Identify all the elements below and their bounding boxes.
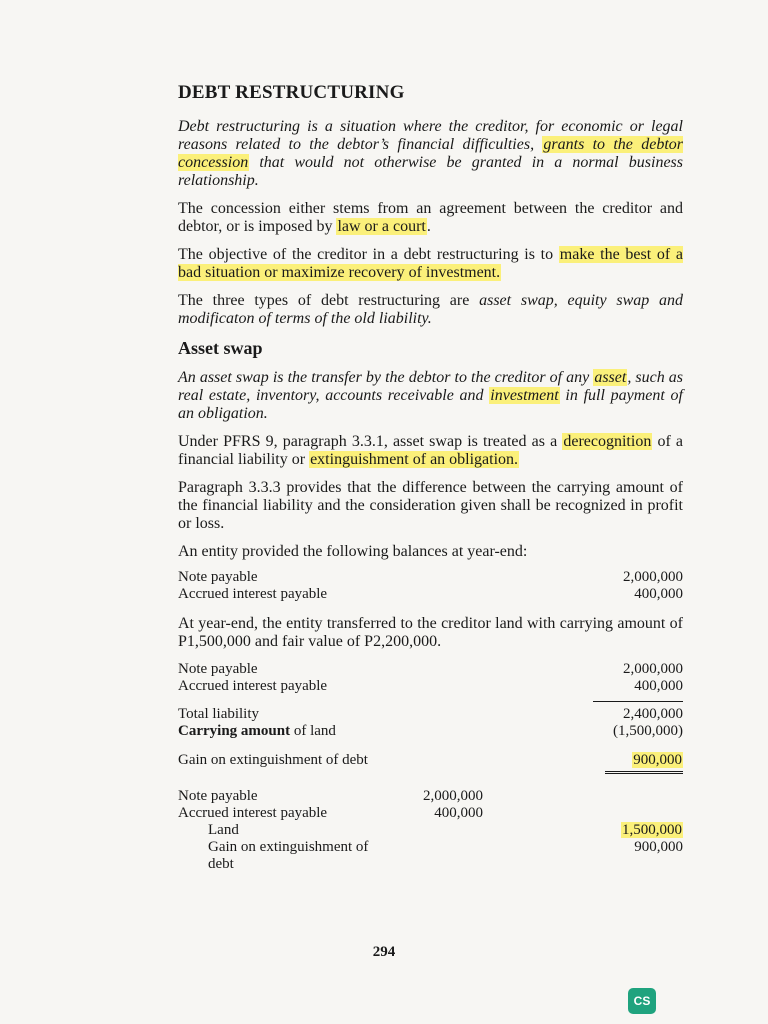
row-label: Note payable: [178, 788, 258, 804]
page-content: [178, 82, 683, 873]
computation-table: [178, 661, 683, 774]
highlight: extinguishment of an obligation.: [310, 451, 519, 468]
debit-value: [393, 839, 483, 873]
row-label: Note payable: [178, 661, 258, 677]
row-label-bold: Carrying amount: [178, 723, 291, 739]
text: , such as real estate, inventory, accounts receivable and: [178, 369, 683, 404]
text: The objective of the creditor in a debt restructuring is to: [178, 246, 559, 263]
sum-rule: [593, 701, 683, 702]
row-label-rest: of land: [290, 723, 336, 739]
row-value: 2,000,000: [623, 661, 683, 677]
paragraph-types: [178, 292, 683, 328]
highlight: investment: [490, 387, 559, 404]
row-label: Gain on extinguishment of debt: [208, 839, 369, 872]
balances-table: [178, 569, 683, 603]
paragraph-asset-swap: [178, 369, 683, 423]
row-label: Accrued interest payable: [178, 805, 328, 821]
credit-value: [593, 822, 683, 839]
table-row: [178, 805, 683, 822]
debit-value: 400,000: [434, 805, 483, 821]
spacer: [178, 740, 683, 752]
page-number: 294: [372, 944, 396, 960]
table-row: [178, 569, 683, 586]
credit-value: 900,000: [634, 839, 683, 855]
row-value: 2,000,000: [623, 569, 683, 585]
table-row: [178, 586, 683, 603]
text: of a financial liability or: [178, 433, 683, 468]
row-label: Accrued interest payable: [178, 678, 328, 694]
debit-value: [393, 822, 483, 839]
highlight: derecognition: [563, 433, 652, 450]
paragraph-transfer: At year-end, the entity transferred to the creditor land with carrying amount of P1,500,000 and fair value of P2,200,000.: [178, 615, 683, 650]
total-double-rule: [605, 771, 683, 774]
subsection-title: Asset swap: [178, 338, 263, 358]
text: that would not otherwise be granted in a normal business relationship.: [178, 154, 683, 189]
text: An asset swap is the transfer by the debtor to the creditor of any: [178, 369, 594, 386]
row-value: (1,500,000): [613, 723, 683, 739]
table-row: [178, 706, 683, 723]
credit-value: [593, 788, 683, 805]
row-value: 400,000: [634, 586, 683, 602]
credit-value: [593, 805, 683, 822]
row-label: Gain on extinguishment of debt: [178, 752, 368, 768]
paragraph-balances-intro: An entity provided the following balances at year-end:: [178, 543, 528, 560]
highlight: make the best of a bad situation or maximize recovery of investment.: [178, 246, 683, 281]
row-label: Total liability: [178, 706, 260, 722]
table-row: [178, 661, 683, 678]
text: Debt restructuring is a situation where the creditor, for economic or legal reasons related to the debtor’s financial difficulties,: [178, 118, 683, 153]
text: Under PFRS 9, paragraph 3.3.1, asset swap is treated as a: [178, 433, 563, 450]
table-row: [178, 822, 683, 839]
row-label: Accrued interest payable: [178, 586, 328, 602]
paragraph-definition: [178, 118, 683, 190]
table-row: [178, 723, 683, 740]
text: The three types of debt restructuring are: [178, 292, 480, 309]
paragraph-concession: [178, 200, 683, 236]
table-row: [178, 752, 683, 769]
text: in full payment of an obligation.: [178, 387, 683, 422]
paragraph-3-3-3: Paragraph 3.3.3 provides that the difference between the carrying amount of the financial liability and the consideration given shall be recognized in profit or loss.: [178, 479, 683, 532]
row-value: [593, 752, 683, 769]
table-row: [178, 839, 683, 873]
row-label: Land: [208, 822, 239, 838]
highlight: 1,500,000: [622, 822, 682, 838]
table-row: [178, 678, 683, 695]
paragraph-objective: [178, 246, 683, 282]
debit-value: 2,000,000: [423, 788, 483, 804]
text-italic: asset swap, equity swap and modificaton of terms of the old liability.: [178, 292, 684, 327]
row-label: Note payable: [178, 569, 258, 585]
text: The concession either stems from an agreement between the creditor and debtor, or is imposed by: [178, 200, 683, 235]
highlight: law or a court: [337, 218, 426, 235]
section-title: DEBT RESTRUCTURING: [178, 82, 405, 103]
text: .: [426, 218, 431, 235]
highlight: grants to the debtor concession: [178, 136, 683, 171]
table-row: [178, 788, 683, 805]
highlight: asset: [594, 369, 627, 386]
row-value: 400,000: [634, 678, 683, 694]
journal-entry: [178, 788, 683, 873]
row-value: 2,400,000: [623, 706, 683, 722]
camscanner-logo-icon: CS: [628, 988, 656, 1014]
row-label: [178, 723, 336, 740]
paragraph-pfrs: [178, 433, 683, 469]
highlight: 900,000: [633, 752, 682, 768]
